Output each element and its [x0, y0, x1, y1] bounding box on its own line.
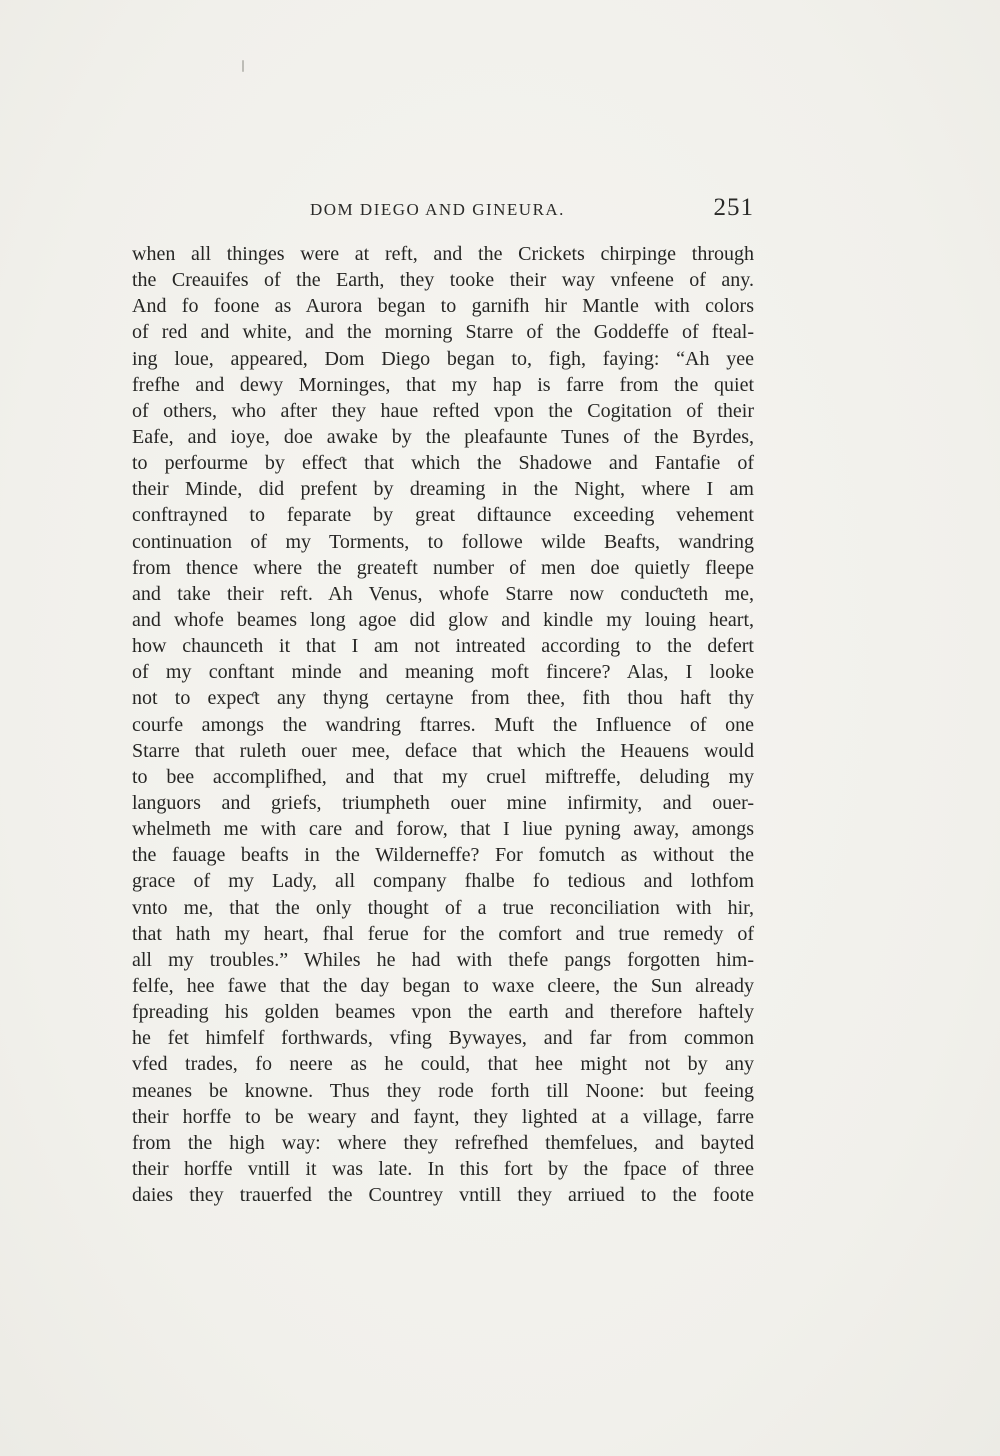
text-line: when all thinges were at reft, and the Crickets chirpinge through	[132, 243, 754, 265]
text-line: all my troubles.” Whiles he had with thefe pangs forgotten him-	[132, 948, 754, 971]
body-text	[132, 241, 754, 1208]
text-line: vnto me, that the only thought of a true reconciliation with hir,	[132, 896, 754, 919]
text-line: ing loue, appeared, Dom Diego began to, figh, faying: “Ah yee	[132, 347, 754, 370]
text-line: their horffe to be weary and faynt, they lighted at a village, farre	[132, 1105, 754, 1128]
text-line: conftrayned to feparate by great diftaunce exceeding vehement	[132, 504, 754, 527]
text-line: the fauage beafts in the Wilderneffe? For fomutch as without the	[132, 844, 754, 867]
text-line: grace of my Lady, all company fhalbe fo tedious and lothfom	[132, 870, 754, 893]
text-line: languors and griefs, triumpheth ouer mine infirmity, and ouer-	[132, 791, 754, 814]
text-line: he fet himfelf forthwards, vfing Bywayes, and far from common	[132, 1027, 754, 1050]
text-line: whelmeth me with care and forow, that I liue pyning away, amongs	[132, 818, 754, 841]
text-line: and whofe beames long agoe did glow and kindle my louing heart,	[132, 608, 754, 631]
text-line: their horffe vntill it was late. In this fort by the fpace of three	[132, 1157, 754, 1180]
text-line: vfed trades, fo neere as he could, that hee might not by any	[132, 1053, 754, 1076]
text-line: frefhe and dewy Morninges, that my hap is farre from the quiet	[132, 373, 754, 396]
text-line: to perfourme by effeƈt that which the Shadowe and Fantafie of	[132, 452, 754, 475]
text-line: felfe, hee fawe that the day began to waxe cleere, the Sun already	[132, 974, 754, 997]
text-line: Eafe, and ioye, doe awake by the pleafaunte Tunes of the Byrdes,	[132, 425, 754, 448]
text-line: to bee accomplifhed, and that my cruel miftreffe, deluding my	[132, 765, 754, 788]
text-line: of red and white, and the morning Starre of the Goddeffe of fteal-	[132, 321, 754, 344]
text-line: continuation of my Torments, to followe wilde Beafts, wandring	[132, 530, 754, 553]
text-line: And fo foone as Aurora began to garnifh hir Mantle with colors	[132, 295, 754, 318]
text-line: that hath my heart, fhal ferue for the comfort and true remedy of	[132, 922, 754, 945]
text-line: courfe amongs the wandring ftarres. Muft the Influence of one	[132, 713, 754, 736]
text-line: meanes be knowne. Thus they rode forth till Noone: but feeing	[132, 1079, 754, 1102]
text-line: and take their reft. Ah Venus, whofe Starre now conduƈteth me,	[132, 582, 754, 605]
text-line: the Creauifes of the Earth, they tooke their way vnfeene of any.	[132, 269, 754, 292]
text-line: from the high way: where they refrefhed themfelues, and bayted	[132, 1131, 754, 1154]
text-line: their Minde, did prefent by dreaming in the Night, where I am	[132, 478, 754, 501]
text-line: daies they trauerfed the Countrey vntill they arriued to the foote	[132, 1184, 754, 1207]
text-line: how chaunceth it that I am not intreated according to the defert	[132, 635, 754, 658]
running-title: DOM DIEGO AND GINEURA.	[310, 200, 565, 219]
text-line: Starre that ruleth ouer mee, deface that which the Heauens would	[132, 739, 754, 762]
text-line: not to expeƈt any thyng certayne from thee, fith thou haft thy	[132, 687, 754, 710]
text-line: fpreading his golden beames vpon the earth and therefore haftely	[132, 1001, 754, 1024]
page-mark	[242, 60, 244, 72]
text-line: from thence where the greateft number of men doe quietly fleepe	[132, 556, 754, 579]
text-line: of my conftant minde and meaning moft fincere? Alas, I looke	[132, 661, 754, 684]
running-header	[132, 196, 752, 226]
page-number: 251	[713, 194, 754, 221]
text-line: of others, who after they haue refted vpon the Cogitation of their	[132, 399, 754, 422]
